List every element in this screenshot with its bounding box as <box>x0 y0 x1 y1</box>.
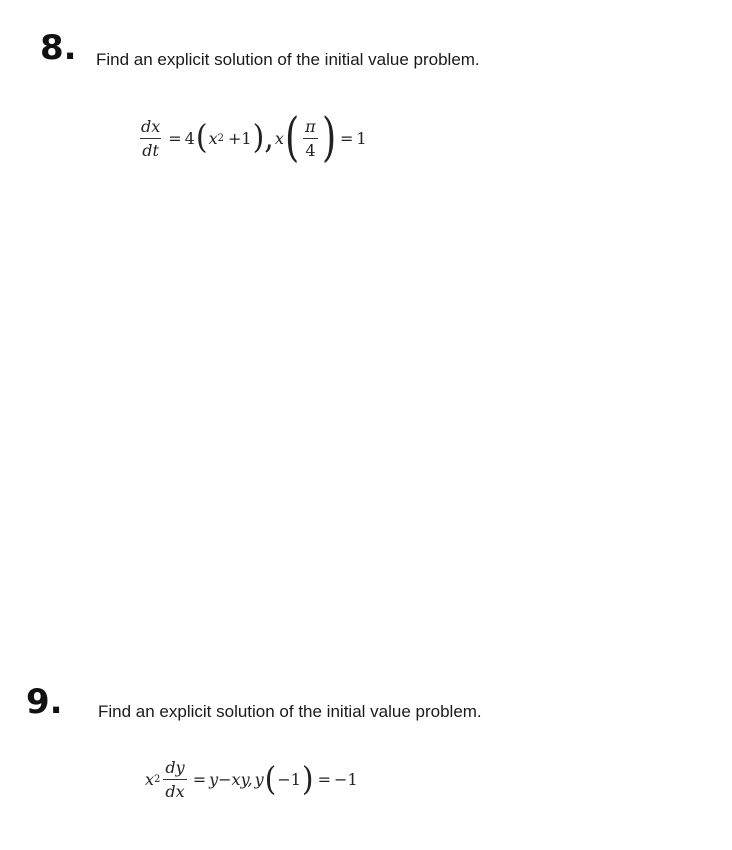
equals-sign: = <box>168 128 182 148</box>
rhs-expression: y−xy, <box>209 770 253 789</box>
ic-equals-sign: = <box>317 770 332 789</box>
ic-equals-sign: = <box>339 128 354 148</box>
ic-arg-numerator: π <box>305 116 316 136</box>
ic-open-paren: ( <box>284 108 300 168</box>
problem-prompt: Find an explicit solution of the initial value problem. <box>96 50 480 69</box>
plus-one: +1 <box>227 128 252 148</box>
coefficient: 4 <box>184 128 195 148</box>
ic-value: −1 <box>334 770 358 789</box>
ic-function: y <box>254 770 264 789</box>
ic-argument-fraction <box>303 117 318 160</box>
coefficient-variable: x <box>145 770 155 789</box>
ic-function: x <box>274 128 284 148</box>
exponent: 2 <box>217 132 224 144</box>
ic-arg-denominator: 4 <box>303 138 317 160</box>
problem-number: 8. <box>40 28 77 68</box>
ivp-equation <box>136 108 367 168</box>
variable: x <box>208 128 218 148</box>
derivative-fraction <box>139 117 162 160</box>
ic-close-paren: ) <box>321 108 336 168</box>
fraction-numerator: dx <box>141 116 161 136</box>
coefficient-exponent: 2 <box>154 774 161 785</box>
close-paren: ), <box>252 118 274 157</box>
problem-prompt: Find an explicit solution of the initial value problem. <box>98 702 482 721</box>
ivp-equation <box>145 758 358 801</box>
ic-open-paren: ( <box>264 759 277 799</box>
derivative-fraction <box>163 758 186 801</box>
fraction-numerator: dy <box>165 758 185 777</box>
fraction-denominator: dx <box>163 779 186 801</box>
open-paren: ( <box>195 118 208 157</box>
ic-close-paren: ) <box>301 759 314 799</box>
ic-value: 1 <box>356 128 367 148</box>
ic-argument: −1 <box>277 770 301 789</box>
fraction-denominator: dt <box>140 138 161 160</box>
equals-sign: = <box>192 770 207 789</box>
problem-number: 9. <box>26 682 63 722</box>
